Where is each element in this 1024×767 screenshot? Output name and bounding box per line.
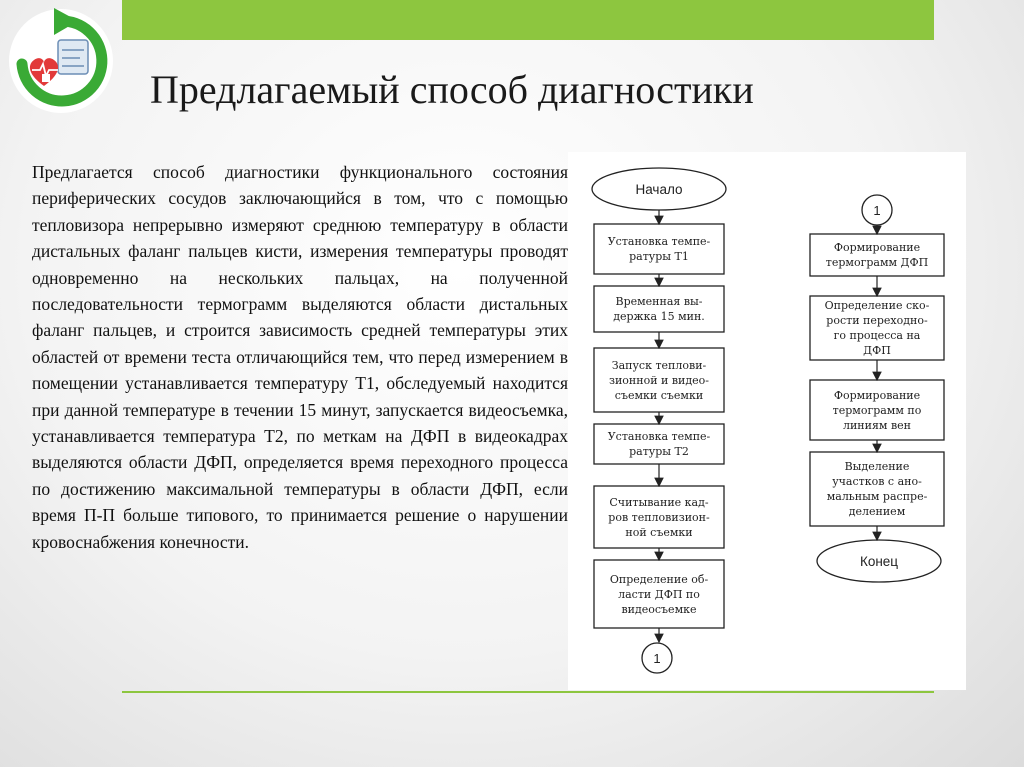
flow-step-left-6-label: Определение об- ласти ДФП по видеосъемке [609, 572, 709, 616]
flow-step-left-1-label: Установка темпе- ратуры Т1 [607, 235, 711, 263]
flow-step-left-5-label: Считывание кад- ров тепловизион- ной съемки [608, 495, 710, 539]
page-title: Предлагаемый способ диагностики [150, 67, 754, 112]
bottom-accent-line [122, 691, 934, 693]
flow-step-right-1-label: Формирование термограмм ДФП [825, 241, 929, 269]
top-accent-bar [122, 0, 934, 40]
start-node-label: Начало [635, 181, 683, 197]
flow-step-left-4-label: Установка темпе- ратуры Т2 [607, 430, 711, 458]
flowchart [568, 152, 966, 690]
connector-top-label: 1 [873, 202, 881, 218]
flow-step-right-3-label: Формирование термограмм по линиям вен [832, 388, 922, 432]
flow-step-right-2-label: Определение ско- рости переходно- го процесса на ДФП [824, 299, 930, 357]
medical-logo [2, 2, 120, 120]
flow-step-left-2-label: Временная вы- держка 15 мин. [613, 295, 705, 323]
end-node-label: Конец [859, 553, 899, 569]
flow-step-right-4-label: Выделение участков с ано- мальным распре- делением [826, 460, 928, 518]
connector-bottom-label: 1 [653, 650, 661, 666]
schematic-icon [58, 40, 88, 74]
flow-step-left-3-label: Запуск теплови- зионной и видео- съемки съемки [608, 358, 710, 402]
body-paragraph: Предлагается способ диагностики функционального состояния периферических сосудов заключающийся в том, что с помощью тепловизора непрерывно измеряют среднюю температуру в области дистальных фаланг пальцев кисти, измерения температуры проводят одновременно на нескольких пальцах, на полученной последовательности термограмм выделяются области дистальных фаланг пальцев, и строится зависимость средней температуры этих областей от времени теста отличающийся тем, что перед измерением в помещении устанавливается температуру Т1, обследуемый находится при данной температуре в течении 15 минут, запускается видеосъемка, устанавливается температура Т2, по меткам на ДФП в видеокадрах выделяются области ДФП, определяется время переходного процесса по достижению максимальной температуры в области ДФП, если время П-П больше типового, то принимается решение о нарушении кровоснабжения конечности. [32, 162, 568, 552]
